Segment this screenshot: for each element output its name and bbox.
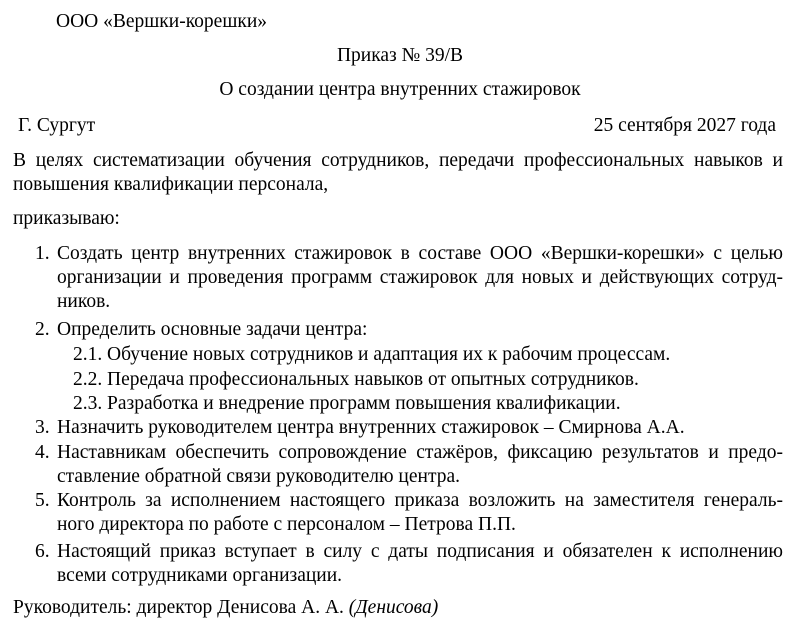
order-number: Приказ № 39/В — [336, 45, 464, 66]
item-number: 4. — [35, 442, 50, 463]
signature-label: Руководитель: директор Денисова А. А. — [13, 597, 344, 618]
item-text-line: ников. — [57, 291, 111, 312]
item-text-line: организации и проведения программ стажировок для новых и действующих сотруд- — [57, 267, 783, 288]
subitem-text: Разработка и внедрение программ повышения квалификации. — [107, 393, 621, 414]
item-text-line: Контроль за исполнением настоящего приказа возложить на заместителя генераль- — [57, 490, 783, 511]
item-text-line: ного директора по работе с персоналом – Петрова П.П. — [57, 514, 516, 535]
item-text-line: Наставникам обеспечить сопровождение стажёров, фиксацию результатов и предо- — [57, 442, 783, 463]
subitem-text: Обучение новых сотрудников и адаптация их к рабочим процессам. — [107, 344, 671, 365]
item-text-line: Назначить руководителем центра внутренних стажировок – Смирнова А.А. — [57, 417, 685, 438]
company-name: ООО «Вершки-корешки» — [56, 11, 268, 32]
signature-line — [13, 596, 438, 620]
city-date-row — [18, 114, 776, 138]
preamble-line-1: В целях систематизации обучения сотрудников, передачи профессиональных навыков и — [13, 150, 783, 171]
item-number: 3. — [35, 417, 50, 438]
city: Г. Сургут — [18, 115, 96, 136]
item-text-line: всеми сотрудниками организации. — [57, 565, 343, 586]
subitem-text: Передача профессиональных навыков от опытных сотрудников. — [107, 369, 639, 390]
order-word: приказываю: — [13, 208, 120, 229]
item-text-line: ставление обратной связи руководителю центра. — [57, 466, 460, 487]
item-number: 5. — [35, 490, 50, 511]
item-text-line: Создать центр внутренних стажировок в составе ООО «Вершки-корешки» с целью — [57, 243, 783, 264]
signature-handwritten: (Денисова) — [348, 597, 439, 618]
item-number: 1. — [35, 243, 50, 264]
subitem-number: 2.2. — [73, 369, 103, 390]
item-text-line: Настоящий приказ вступает в силу с даты подписания и обязателен к исполнению — [57, 541, 783, 562]
item-text-line: Определить основные задачи центра: — [57, 319, 368, 340]
order-date: 25 сентября 2027 года — [593, 115, 776, 136]
preamble-line-2: повышения квалификации персонала, — [13, 174, 329, 195]
item-number: 6. — [35, 541, 50, 562]
subitem-number: 2.3. — [73, 393, 103, 414]
order-subject: О создании центра внутренних стажировок — [219, 79, 581, 100]
subitem-number: 2.1. — [73, 344, 103, 365]
item-number: 2. — [35, 319, 50, 340]
